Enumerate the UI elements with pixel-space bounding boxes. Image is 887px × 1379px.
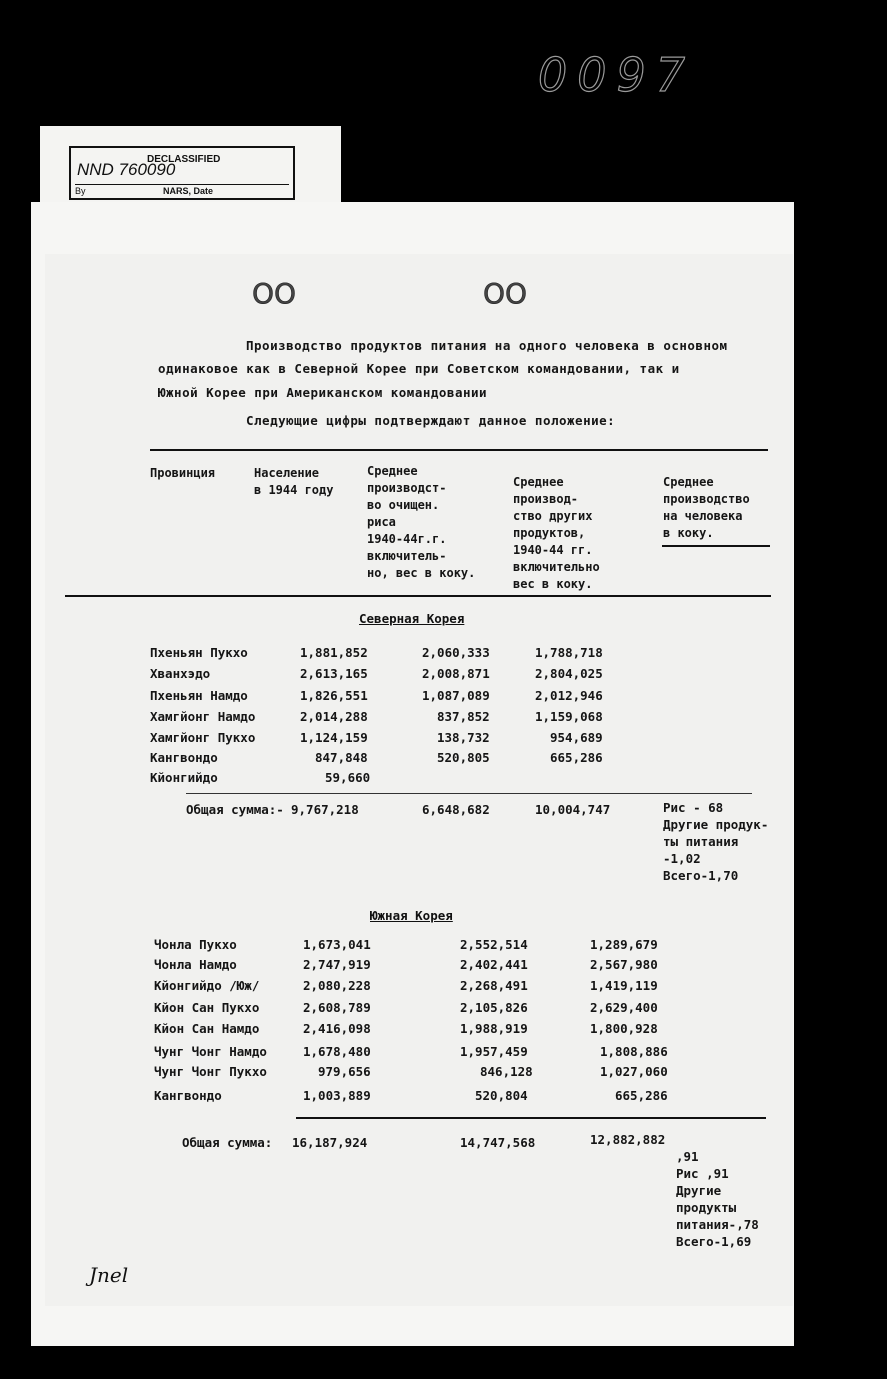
- section-title-north: Северная Корея: [359, 611, 465, 626]
- row-population: 1,678,480: [303, 1044, 371, 1059]
- row-population: 2,014,288: [300, 709, 368, 724]
- row-rice: 520,804: [475, 1088, 528, 1103]
- row-province: Чунг Чонг Пукхо: [154, 1064, 267, 1079]
- row-other: 2,629,400: [590, 1000, 658, 1015]
- row-rice: 1,988,919: [460, 1021, 528, 1036]
- south-total-other: 12,882,882: [590, 1132, 666, 1147]
- row-province: Кйонгийдо /Юж/: [154, 978, 260, 993]
- header-per-capita: Среднее производство на человека в коку.: [663, 475, 750, 540]
- header-rice: Среднее производст- во очищен. риса 1940-44г.г. включитель- но, вес в коку.: [367, 464, 476, 580]
- table-row: [0, 957, 887, 977]
- row-population: 2,613,165: [300, 666, 368, 681]
- section-title-south: Южная Корея: [370, 908, 453, 923]
- row-province: Кангвондо: [150, 750, 218, 765]
- row-population: 2,608,789: [303, 1000, 371, 1015]
- row-population: 979,656: [318, 1064, 371, 1079]
- row-other: 1,788,718: [535, 645, 603, 660]
- table-row: [0, 1064, 887, 1084]
- row-rice: 846,128: [480, 1064, 533, 1079]
- row-rice: 520,805: [437, 750, 490, 765]
- header-other: Среднее производ- ство других продуктов, 1940-44 гг. включительно вес в коку.: [513, 475, 600, 591]
- row-population: 1,881,852: [300, 645, 368, 660]
- row-rice: 2,552,514: [460, 937, 528, 952]
- north-per-capita-note: Рис - 68 Другие продук- ты питания -1,02 Всего-1,70: [663, 800, 769, 883]
- row-rice: 138,732: [437, 730, 490, 745]
- row-province: Хванхэдо: [150, 666, 211, 681]
- north-total-label: Общая сумма:-: [186, 802, 284, 817]
- row-province: Кйонгийдо: [150, 770, 218, 785]
- declassified-title: DECLASSIFIED: [147, 154, 221, 165]
- north-total-rule: [186, 793, 752, 794]
- declassified-line: [75, 184, 289, 185]
- intro-line-3: Южной Корее при Американском командовании: [158, 385, 488, 400]
- row-rice: 2,105,826: [460, 1000, 528, 1015]
- declassified-label: [40, 126, 341, 204]
- intro-line-2: одинаковое как в Северной Корее при Советском командовании, так и: [158, 361, 680, 376]
- row-population: 2,080,228: [303, 978, 371, 993]
- row-other: 954,689: [550, 730, 603, 745]
- row-province: Чунг Чонг Намдо: [154, 1044, 267, 1059]
- south-total-rule: [296, 1117, 766, 1119]
- table-row: [0, 666, 887, 686]
- row-rice: 2,402,441: [460, 957, 528, 972]
- row-province: Чонла Намдо: [154, 957, 237, 972]
- row-other: 1,800,928: [590, 1021, 658, 1036]
- row-province: Кйон Сан Намдо: [154, 1021, 260, 1036]
- table-top-rule: [150, 449, 768, 451]
- row-rice: 837,852: [437, 709, 490, 724]
- table-row: [0, 730, 887, 750]
- classification-stamp-right: ОО: [483, 277, 528, 310]
- declassified-by: By: [75, 186, 86, 196]
- row-population: 2,747,919: [303, 957, 371, 972]
- row-other: 1,159,068: [535, 709, 603, 724]
- intro-line-1: Производство продуктов питания на одного человека в основном: [246, 338, 728, 353]
- row-other: 2,804,025: [535, 666, 603, 681]
- north-total-population: 9,767,218: [291, 802, 359, 817]
- table-row: [0, 978, 887, 998]
- north-total-other: 10,004,747: [535, 802, 611, 817]
- row-population: 1,826,551: [300, 688, 368, 703]
- table-row: [0, 1000, 887, 1020]
- table-row: [0, 1088, 887, 1108]
- declassified-nars-date: NARS, Date: [163, 186, 214, 196]
- header-population: Население в 1944 году: [254, 466, 334, 497]
- south-total-rice: 14,747,568: [460, 1135, 536, 1150]
- row-population: 59,660: [325, 770, 371, 785]
- row-other: 665,286: [550, 750, 603, 765]
- handwritten-initials: Jnel: [89, 1263, 129, 1287]
- row-province: Пхеньян Пукхо: [150, 645, 248, 660]
- row-province: Хамгйонг Намдо: [150, 709, 256, 724]
- declassified-stamp-box: [69, 146, 295, 200]
- row-rice: 2,060,333: [422, 645, 490, 660]
- table-row: [0, 688, 887, 708]
- row-province: Чонла Пукхо: [154, 937, 237, 952]
- table-row: [0, 1021, 887, 1041]
- row-province: Кангвондо: [154, 1088, 222, 1103]
- row-other: 1,289,679: [590, 937, 658, 952]
- table-row: [0, 1044, 887, 1064]
- table-row: [0, 770, 887, 790]
- south-total-population: 16,187,924: [292, 1135, 368, 1150]
- intro-line-4: Следующие цифры подтверждают данное положение:: [246, 413, 616, 428]
- row-rice: 1,957,459: [460, 1044, 528, 1059]
- classification-stamp-left: ОО: [252, 277, 297, 310]
- south-total-label: Общая сумма:: [182, 1135, 273, 1150]
- north-total-rice: 6,648,682: [422, 802, 490, 817]
- per-capita-rule: [662, 545, 770, 547]
- row-population: 847,848: [315, 750, 368, 765]
- table-row: [0, 937, 887, 957]
- row-rice: 2,268,491: [460, 978, 528, 993]
- row-population: 1,673,041: [303, 937, 371, 952]
- row-other: 2,567,980: [590, 957, 658, 972]
- row-population: 1,124,159: [300, 730, 368, 745]
- south-per-capita-note: ,91 Рис ,91 Другие продукты питания-,78 Всего-1,69: [676, 1149, 759, 1249]
- row-other: 665,286: [615, 1088, 668, 1103]
- row-other: 1,027,060: [600, 1064, 668, 1079]
- row-province: Хамгйонг Пукхо: [150, 730, 256, 745]
- row-population: 2,416,098: [303, 1021, 371, 1036]
- row-province: Пхеньян Намдо: [150, 688, 248, 703]
- row-rice: 2,008,871: [422, 666, 490, 681]
- row-rice: 1,087,089: [422, 688, 490, 703]
- row-other: 1,808,886: [600, 1044, 668, 1059]
- row-other: 1,419,119: [590, 978, 658, 993]
- header-bottom-rule: [65, 595, 771, 597]
- table-row: [0, 709, 887, 729]
- declassified-authority: NND 760090: [77, 160, 176, 179]
- table-row: [0, 750, 887, 770]
- table-row: [0, 645, 887, 665]
- header-province: Провинция: [150, 466, 216, 480]
- row-province: Кйон Сан Пукхо: [154, 1000, 260, 1015]
- row-other: 2,012,946: [535, 688, 603, 703]
- row-population: 1,003,889: [303, 1088, 371, 1103]
- microfilm-frame-number: 0097: [538, 48, 696, 102]
